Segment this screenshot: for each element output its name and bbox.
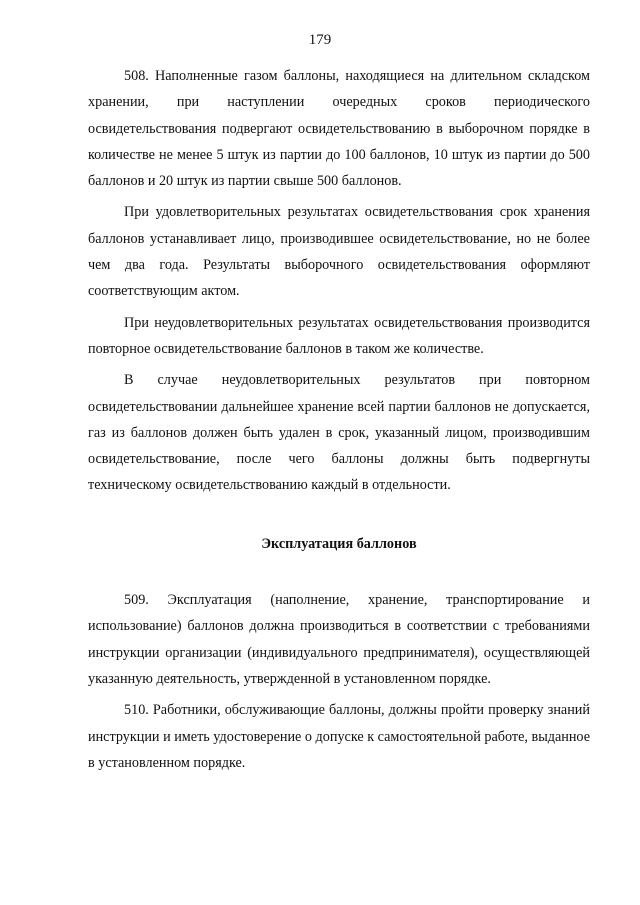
paragraph-satisfactory-results: При удовлетворительных результатах освидетельствования срок хранения баллонов устанавливает лицо, производившее освидетельствование, но не более чем два года. Результаты выборочного освидетельствования оформляют соответствующим актом. bbox=[88, 204, 590, 300]
paragraph-510: 510. Работники, обслуживающие баллоны, должны пройти проверку знаний инструкции и иметь удостоверение о допуске к самостоятельной работе, выданное в установленном порядке. bbox=[88, 702, 590, 771]
document-body bbox=[88, 63, 590, 781]
paragraph-repeat-unsatisfactory: В случае неудовлетворительных результатов при повторном освидетельствовании дальнейшее хранение всей партии баллонов не допускается, газ из баллонов должен быть удален в срок, указанный лицом, производившим освидетельствование, после чего баллоны должны быть подвергнуты техническому освидетельствованию каждый в отдельности. bbox=[88, 372, 590, 494]
paragraph-509: 509. Эксплуатация (наполнение, хранение, транспортирование и использование) баллонов должна производиться в соответствии с требованиями инструкции организации (индивидуального предпринимателя), осуществляющей указанную деятельность, утвержденной в установленном порядке. bbox=[88, 592, 590, 687]
section-title: Эксплуатация баллонов bbox=[261, 535, 417, 552]
page-number: 179 bbox=[308, 32, 332, 48]
paragraph-unsatisfactory-results: При неудовлетворительных результатах освидетельствования производится повторное освидетельствование баллонов в таком же количестве. bbox=[88, 314, 590, 357]
paragraph-508: 508. Наполненные газом баллоны, находящиеся на длительном складском хранении, при наступлении очередных сроков периодического освидетельствования подвергают освидетельствованию в выборочном порядке в количестве не менее 5 штук из партии до 100 баллонов, 10 штук из партии до 500 баллонов и 20 штук из партии свыше 500 баллонов. bbox=[88, 68, 590, 190]
